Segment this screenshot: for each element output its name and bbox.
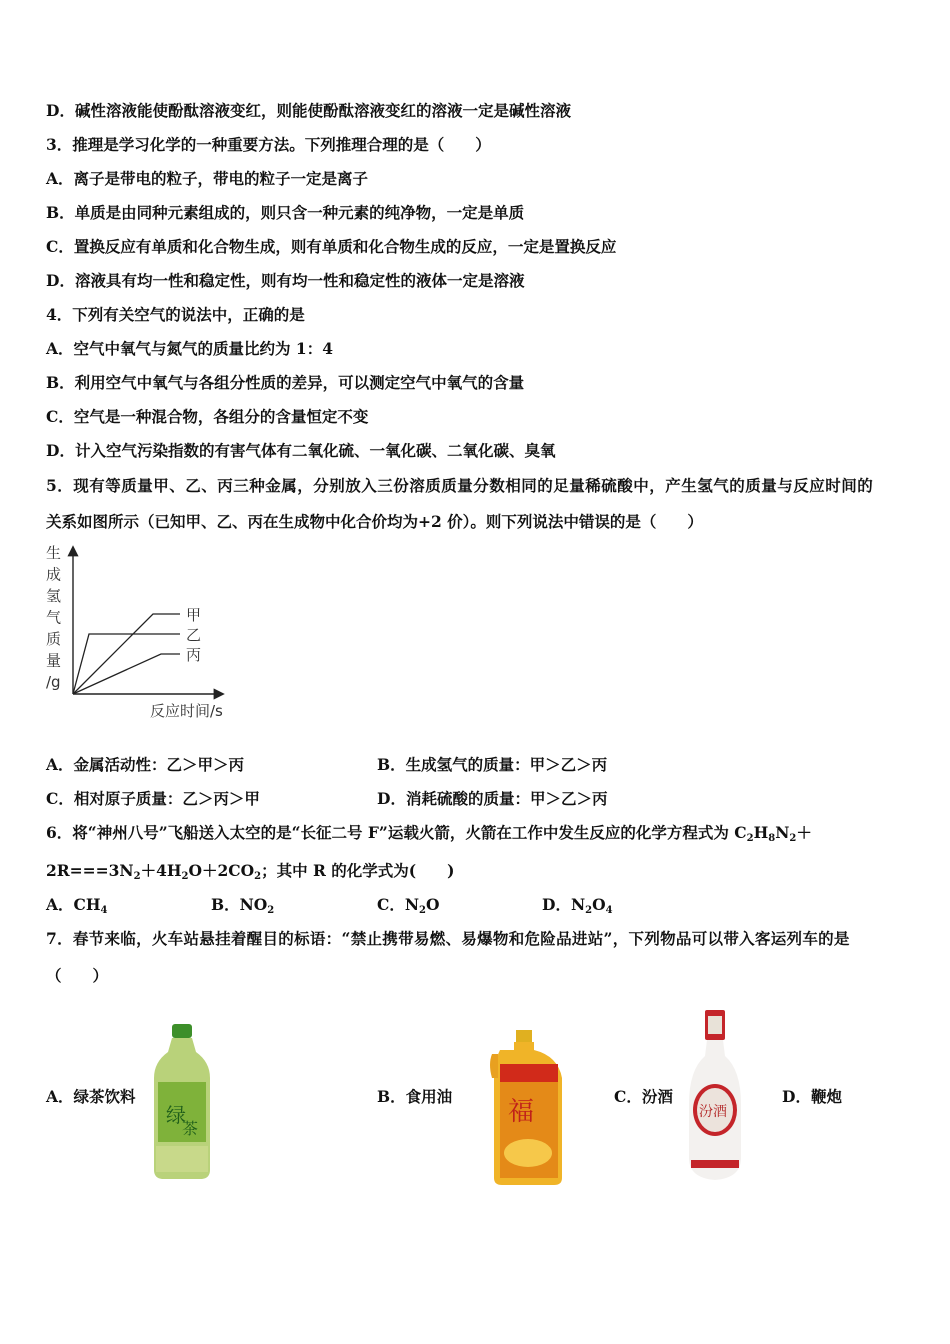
q3-option-c: C．置换反应有单质和化合物生成，则有单质和化合物生成的反应，一定是置换反应 xyxy=(46,237,617,256)
fenjiu-bottle-image xyxy=(685,1008,745,1184)
x-axis-label: 反应时间/s xyxy=(150,702,223,720)
q5-stem-line1: 5．现有等质量甲、乙、丙三种金属，分别放入三份溶质质量分数相同的足量稀硫酸中，产生氢气的质量与反应时间的 xyxy=(46,476,874,495)
q6-option-c: C．$N_2O$ xyxy=(377,895,440,916)
y-axis-label-char: 氢 xyxy=(46,587,62,605)
y-axis-label-char: /g xyxy=(46,673,61,691)
q4-stem: 4．下列有关空气的说法中，正确的是 xyxy=(46,305,305,324)
y-axis-label-char: 成 xyxy=(46,565,62,584)
q3-stem: 3．推理是学习化学的一种重要方法。下列推理合理的是（ ） xyxy=(46,135,491,154)
cooking-oil-bottle-image xyxy=(488,1028,568,1188)
q4-option-d: D．计入空气污染指数的有害气体有二氧化硫、一氧化碳、二氧化碳、臭氧 xyxy=(46,441,556,460)
q5-stem-line2: 关系如图所示（已知甲、乙、丙在生成物中化合价均为+2 价）。则下列说法中错误的是（ ） xyxy=(46,512,703,531)
series-line-乙 xyxy=(73,634,180,694)
q3-option-a: A．离子是带电的粒子，带电的粒子一定是离子 xyxy=(46,169,369,188)
q6-option-d: D．$N_2O_4$ xyxy=(542,895,613,916)
q5-option-d: D．消耗硫酸的质量：甲＞乙＞丙 xyxy=(377,789,608,808)
q7-option-b: B．食用油 xyxy=(377,1087,453,1106)
q2-option-d: D．碱性溶液能使酚酞溶液变红，则能使酚酞溶液变红的溶液一定是碱性溶液 xyxy=(46,101,571,120)
series-label-丙: 丙 xyxy=(186,646,202,664)
q6-option-b: B．$NO_2$ xyxy=(211,895,275,916)
y-axis-label-char: 量 xyxy=(46,651,62,670)
series-label-甲: 甲 xyxy=(186,606,202,624)
svg-text:汾酒: 汾酒 xyxy=(699,1104,727,1120)
q5-option-a: A．金属活动性：乙＞甲＞丙 xyxy=(46,755,245,774)
q7-option-c: C．汾酒 xyxy=(614,1087,673,1106)
q7-stem: 7．春节来临，火车站悬挂着醒目的标语：“禁止携带易燃、易爆物和危险品进站”，下列物品可以带入客运列车的是 xyxy=(46,929,850,948)
y-axis-label-char: 气 xyxy=(46,608,62,627)
hydrogen-mass-chart xyxy=(40,540,240,725)
q3-option-d: D．溶液具有均一性和稳定性，则有均一性和稳定性的液体一定是溶液 xyxy=(46,271,525,290)
q6-option-a: A．$CH_4$ xyxy=(46,895,108,916)
q3-option-b: B．单质是由同种元素组成的，则只含一种元素的纯净物，一定是单质 xyxy=(46,203,525,222)
svg-text:茶: 茶 xyxy=(182,1119,199,1138)
q6-stem-line1: 6．将“神州八号”飞船送入太空的是“长征二号 F”运载火箭，火箭在工作中发生反应的化学方程式为 $C_2H_8N_2+$ xyxy=(46,823,812,844)
svg-text:福: 福 xyxy=(508,1097,535,1127)
green-tea-bottle-image xyxy=(148,1022,216,1182)
q5-option-c: C．相对原子质量：乙＞丙＞甲 xyxy=(46,789,260,808)
series-label-乙: 乙 xyxy=(186,626,202,644)
q4-option-a: A．空气中氧气与氮气的质量比约为 1：4 xyxy=(46,339,333,358)
q7-paren: （ ） xyxy=(46,966,109,985)
q7-option-d: D．鞭炮 xyxy=(782,1087,842,1106)
q4-option-c: C．空气是一种混合物，各组分的含量恒定不变 xyxy=(46,407,369,426)
q6-stem-line2: $2R===3N_2+4H_2O+2CO_2$；其中 R 的化学式为( ) xyxy=(46,861,455,882)
series-line-丙 xyxy=(73,654,180,694)
y-axis-label-char: 质 xyxy=(46,630,62,648)
svg-text:绿: 绿 xyxy=(166,1103,186,1127)
y-axis-label-char: 生 xyxy=(46,544,62,562)
q7-option-a: A．绿茶饮料 xyxy=(46,1087,136,1106)
q5-option-b: B．生成氢气的质量：甲＞乙＞丙 xyxy=(377,755,608,774)
q4-option-b: B．利用空气中氧气与各组分性质的差异，可以测定空气中氧气的含量 xyxy=(46,373,525,392)
